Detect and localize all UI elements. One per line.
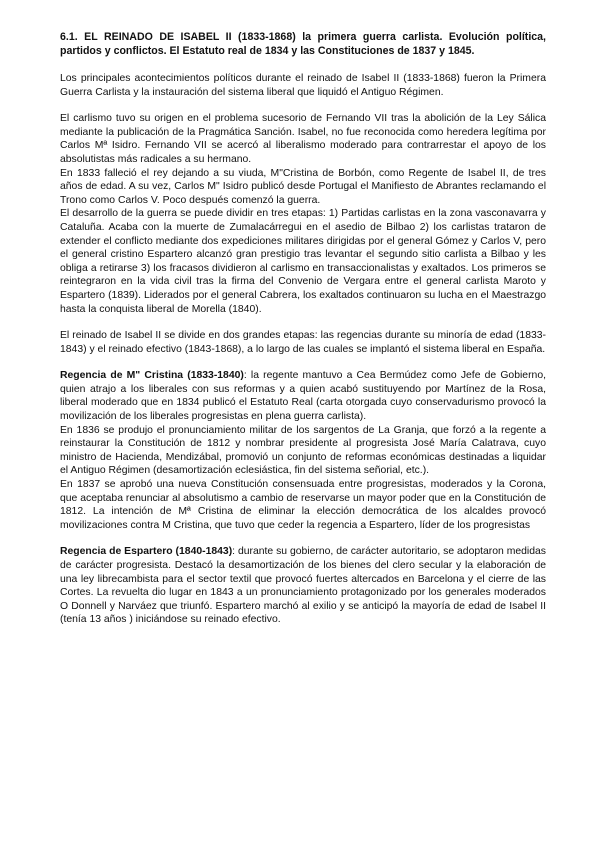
- carlismo-paragraph-3: El desarrollo de la guerra se puede dividir en tres etapas: 1) Partidas carlistas en la zona vasconavarra y Cataluña. Acaba con la muerte de Zumalacárregui en el asedio de Bilbao 2) los carlistas trataron de extender el conflicto mediante dos expediciones militares dirigidas por el general Gómez y Carlos V, pero el general cristino Espartero alcanzó gran prestigio tras levantar el segundo sitio carlista a Bilbao y les obliga a retirarse 3) los fracasos dividieron al carlismo en transaccionalistas y exaltados. Los primeros se reintegraron en la vida civil tras la firma del Convenio de Vergara entre el general carlista Maroto y Espartero (1839). Liderados por el general Cabrera, los exaltados continuaron su lucha en el Maestrazgo hasta la conquista liberal de Morella (1840).: [60, 208, 546, 315]
- spacer: [60, 532, 546, 545]
- etapas-paragraph: El reinado de Isabel II se divide en dos grandes etapas: las regencias durante su minoría de edad (1833-1843) y el reinado efectivo (1843-1868), a lo largo de las cuales se implantó el sistema liberal en España.: [60, 330, 546, 355]
- carlismo-paragraph-2: En 1833 falleció el rey dejando a su viuda, M"Cristina de Borbón, como Regente de Isabel II, de tres años de edad. A su vez, Carlos M" Isidro publicó desde Portugal el Manifiesto de Abrantes reclamando el Trono como Carlos V. Poco después comenzó la guerra.: [60, 167, 546, 206]
- document-title: 6.1. EL REINADO DE ISABEL II (1833-1868) la primera guerra carlista. Evolución política, partidos y conflictos. El Estatuto real de 1834 y las Constituciones de 1837 y 1845.: [60, 31, 546, 57]
- spacer: [60, 99, 546, 112]
- regencia-espartero-heading: Regencia de Espartero (1840-1843): [60, 546, 233, 558]
- carlismo-paragraph-1: El carlismo tuvo su origen en el problema sucesorio de Fernando VII tras la abolición de la Ley Sálica mediante la publicación de la Pragmática Sanción. Isabel, no fue reconocida como heredera legítima por Carlos Mª Isidro. Fernando VII se acercó al liberalismo moderado para contrarrestar el apoyo de los absolutistas más radicales a su hermano.: [60, 113, 546, 165]
- document-page: [60, 30, 546, 627]
- regencia-espartero-text: : durante su gobierno, de carácter autoritario, se adoptaron medidas de carácter progresista. Destacó la desamortización de los bienes del clero secular y la elaboración de una ley librecambista para el sector textil que provocó fuertes altercados en Barcelona y el cierre de las Cortes. La revuelta dio lugar en 1843 a un pronunciamiento protagonizado por los generales moderados O Donnell y Narváez que triunfó. Espartero marchó al exilio y se anticipó la mayoría de edad de Isabel II (tenía 13 años ) iniciándose su reinado efectivo.: [60, 546, 546, 626]
- regencia-cristina-paragraph-3: En 1837 se aprobó una nueva Constitución consensuada entre progresistas, moderados y la Corona, que aceptaba renunciar al absolutismo a cambio de reservarse un mayor poder que en la Constitución de 1812. La intención de Mª Cristina de eliminar la elección democrática de los alcaldes provocó movilizaciones contra M Cristina, que tuvo que ceder la regencia a Espartero, líder de los progresistas: [60, 479, 546, 531]
- intro-paragraph: Los principales acontecimientos políticos durante el reinado de Isabel II (1833-1868) fueron la Primera Guerra Carlista y la instauración del sistema liberal que liquidó el Antiguo Régimen.: [60, 73, 546, 98]
- spacer: [60, 316, 546, 329]
- regencia-cristina-heading: Regencia de M" Cristina (1833-1840): [60, 370, 244, 382]
- regencia-cristina-paragraph-1: [60, 369, 546, 423]
- regencia-cristina-text: : la regente mantuvo a Cea Bermúdez como Jefe de Gobierno, quien atrajo a los liberales con sus reformas y a quien acabó sustituyendo por Martínez de la Rosa, liberal moderado que en 1834 publicó el Estatuto Real (carta otorgada cuyo conservadurismo provocó la movilización de los liberales progresistas en plena guerra carlista).: [60, 370, 546, 423]
- regencia-cristina-paragraph-2: En 1836 se produjo el pronunciamiento militar de los sargentos de La Granja, que forzó a la regente a reinstaurar la Constitución de 1812 y nombrar presidente al progresista José María Calatrava, cuyo ministro de Hacienda, Mendizábal, promovió un conjunto de reformas económicas destinadas a liquidar el Antiguo Régimen (desamortización eclesiástica, fin del sistema señorial, etc.).: [60, 424, 546, 477]
- spacer: [60, 356, 546, 369]
- regencia-espartero-paragraph: [60, 545, 546, 627]
